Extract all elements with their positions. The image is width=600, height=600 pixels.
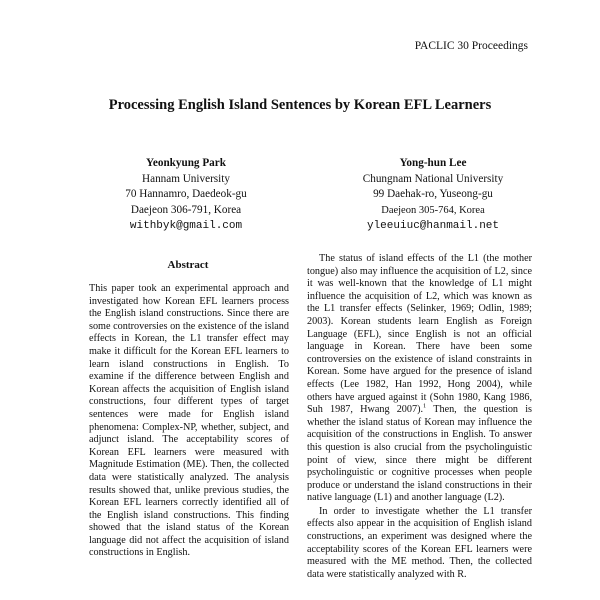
author-affiliation: Hannam University <box>142 172 230 185</box>
paragraph-text: The status of island effects of the L1 (the mother tongue) also may influence the acquisition of L2, since it was well-known that the knowledge of L1 might influence the acquisition of L2, which was known as the L1 transfer effects (Selinker, 1969; Odlin, 1989; 2003). Korean students learn English as Foreign Language (EFL), since English is not an official language in Korean. There have been some controversies on the existence of island constraints in Korean. Some have argued for the presence of island effects (Lee 1982, Han 1992, Hong 2004), while others have argued against it (Sohn 1980, Kang 1986, Suh 1987, Hwang 2007). <box>307 253 532 416</box>
author-affiliation: Chungnam National University <box>362 172 504 185</box>
body-paragraph-2: In order to investigate whether the L1 transfer effects also appear in the acquisition of English island constructions, an experiment was designed where the acceptability scores of the Korean EFL learners were measured with the ME method. Then, the collected data were statistically analyzed with R. <box>307 505 532 580</box>
body-paragraph-1 <box>307 253 532 505</box>
header-venue: PACLIC 30 Proceedings <box>414 40 528 52</box>
author-email: withbyk@gmail.com <box>129 220 243 232</box>
author-block-2 <box>313 156 553 235</box>
footnote-marker: 1 <box>423 402 427 410</box>
author-address-line: Daejeon 305-764, Korea <box>381 204 485 216</box>
page-title: Processing English Island Sentences by Korean EFL Learners <box>108 97 492 113</box>
paragraph-text: Then, the question is whether the island status of Korean may influence the acquisition of the constructions in English. To answer this question is also crucial from the psycholinguistic point of view, since there might be different psycholinguistic or cognitive processes when people produce or understand the island constructions in their native language (L1) and another language (L2). <box>307 404 532 504</box>
author-address-line: 70 Hannamro, Daedeok-gu <box>125 188 247 200</box>
abstract-text: This paper took an experimental approach and investigated how Korean EFL learners process the English island constructions. Since there are some controversies on the existence of the island effects in Korean, the L1 transfer effect may make it difficult for the Korean EFL learners to learn island constructions in English. To examine if the difference between English and Korean affects the acquisition of English island constructions, four different types of target sentences were made for English island phenomena: Complex-NP, whether, subject, and adjunct island. The acceptability scores of Korean EFL learners were measured with Magnitude Estimation (ME). Then, the collected data were statistically analyzed. The analysis results showed that, unlike previous studies, the Korean EFL learners correctly identified all of the English island constructions. This finding showed that the island status of the Korean language did not affect the acquisition of island constructions in English. <box>89 283 289 559</box>
author-address-line: Daejeon 306-791, Korea <box>130 203 242 216</box>
author-name: Yong-hun Lee <box>399 157 467 169</box>
author-address-line: 99 Daehak-ro, Yuseong-gu <box>373 188 493 200</box>
author-name: Yeonkyung Park <box>146 157 226 169</box>
author-email: yleeuiuc@hanmail.net <box>366 220 500 232</box>
abstract-heading: Abstract <box>167 259 209 271</box>
body-column-right <box>307 253 532 581</box>
author-block-1 <box>66 156 306 235</box>
